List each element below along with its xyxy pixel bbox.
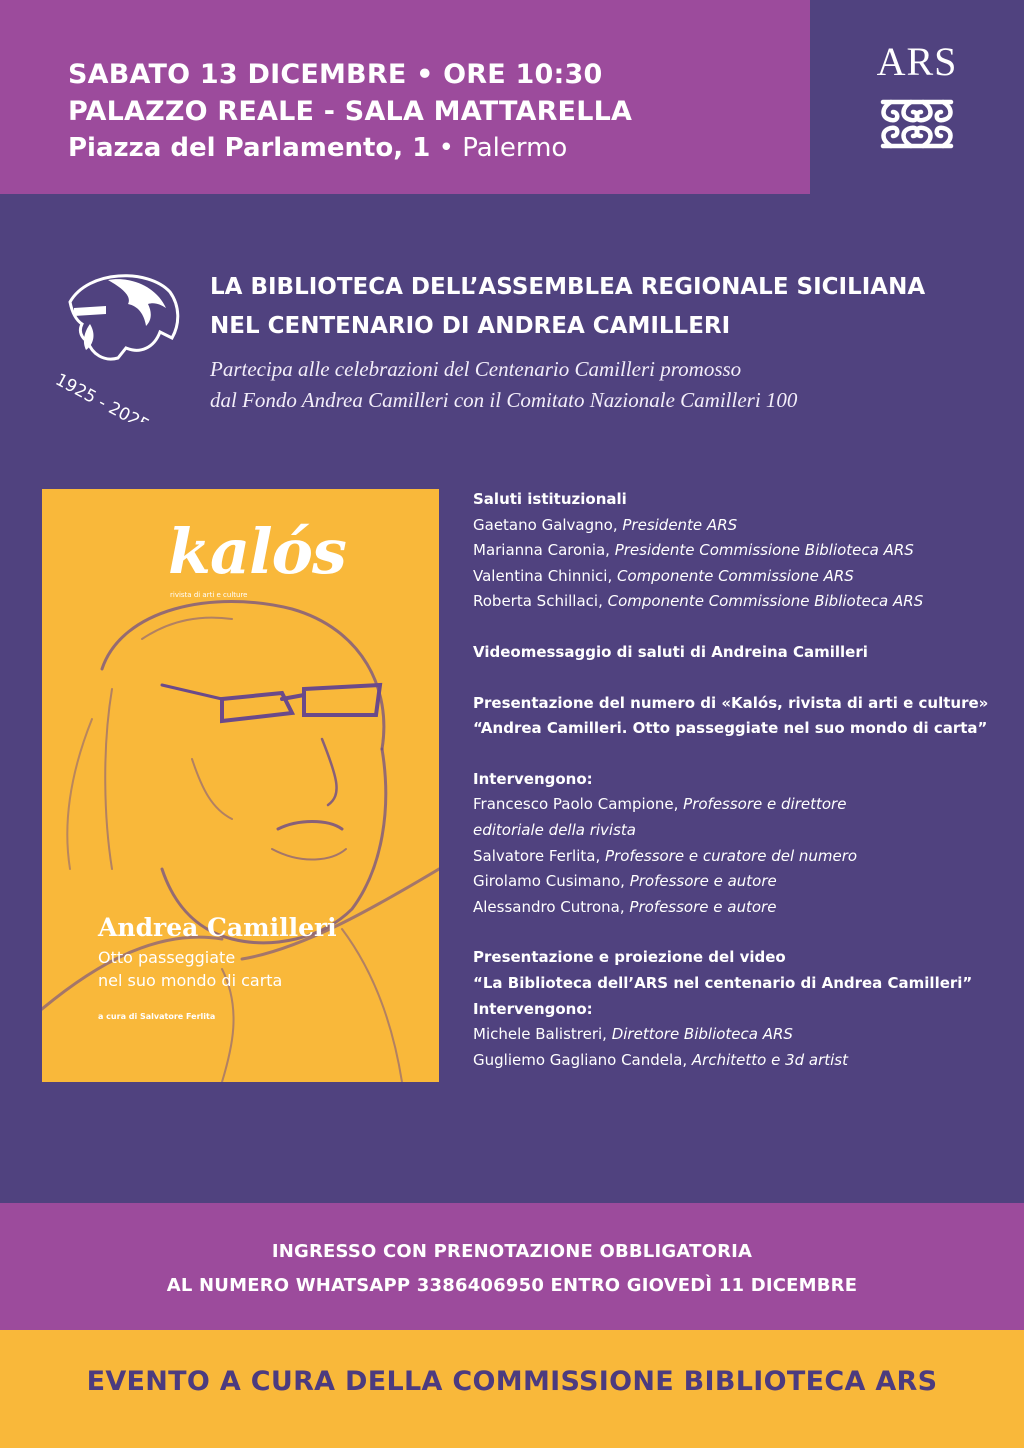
person-name: Gaetano Galvagno, — [473, 515, 623, 534]
footer-text: EVENTO A CURA DELLA COMMISSIONE BIBLIOTECA ARS — [86, 1366, 938, 1397]
camilleri-profile-emblem-icon — [48, 262, 188, 422]
video-block — [473, 945, 1013, 1073]
footer-band — [0, 1330, 1024, 1448]
person-role: Presidente Commissione Biblioteca ARS — [614, 541, 914, 560]
intro-section — [210, 268, 990, 416]
cover-subtitle — [98, 946, 282, 992]
program — [473, 487, 1013, 1098]
intro-heading-2: NEL CENTENARIO DI ANDREA CAMILLERI — [210, 313, 731, 339]
person-name: Francesco Paolo Campione, — [473, 795, 684, 814]
person-role: Presidente ARS — [622, 515, 738, 534]
program-person — [473, 869, 1013, 895]
person-role: Professore e autore — [629, 897, 777, 916]
person-role: Professore e curatore del numero — [605, 846, 858, 865]
person-role: Professore e autore — [629, 872, 777, 891]
person-role: Componente Commissione Biblioteca ARS — [607, 592, 924, 611]
booking-band — [0, 1203, 1024, 1330]
program-person — [473, 844, 1013, 870]
booking-line-2: AL NUMERO WHATSAPP 3386406950 ENTRO GIOVEDÌ 11 DICEMBRE — [166, 1275, 858, 1296]
sicilian-scroll-emblem-icon — [877, 88, 957, 160]
intro-heading-1: LA BIBLIOTECA DELL’ASSEMBLEA REGIONALE SICILIANA — [210, 274, 926, 300]
magazine-subtitle: rivista di arti e culture — [170, 591, 248, 599]
video-message-block — [473, 640, 1013, 666]
person-name: Alessandro Cutrona, — [473, 897, 630, 916]
cover-title: Andrea Camilleri — [98, 913, 337, 942]
video-line-2: “La Biblioteca dell’ARS nel centenario di Andrea Camilleri” — [473, 973, 973, 992]
centenary-years: 1925 - 2025 — [51, 369, 153, 422]
booking-line-1: INGRESSO CON PRENOTAZIONE OBBLIGATORIA — [271, 1241, 753, 1262]
person-role: Direttore Biblioteca ARS — [611, 1025, 793, 1044]
presentation-block — [473, 691, 1013, 742]
program-person — [473, 1048, 1013, 1074]
presentation-line-2: “Andrea Camilleri. Otto passeggiate nel suo mondo di carta” — [473, 719, 988, 738]
person-name: Salvatore Ferlita, — [473, 846, 605, 865]
magazine-cover — [42, 489, 439, 1082]
person-name: Gugliemo Gagliano Candela, — [473, 1050, 692, 1069]
event-date-time: SABATO 13 DICEMBRE • ORE 10:30 — [68, 59, 603, 90]
video-speakers-heading: Intervengono: — [473, 999, 593, 1018]
cover-subtitle-2: nel suo mondo di carta — [98, 971, 283, 990]
person-name: Valentina Chinnici, — [473, 566, 617, 585]
person-role: editoriale della rivista — [473, 820, 636, 839]
event-venue: PALAZZO REALE - SALA MATTARELLA — [68, 96, 633, 127]
program-person — [473, 538, 1013, 564]
magazine-title: kalós — [168, 515, 346, 588]
program-person — [473, 564, 1013, 590]
program-person — [473, 792, 1013, 818]
person-name: Michele Balistreri, — [473, 1025, 612, 1044]
event-info-band — [0, 0, 810, 194]
intro-subtitle-1: Partecipa alle celebrazioni del Centenario Camilleri promosso — [210, 357, 742, 381]
saluti-heading: Saluti istituzionali — [473, 490, 627, 508]
address-street: Piazza del Parlamento, 1 — [68, 133, 431, 163]
saluti-block — [473, 487, 1013, 615]
person-role: Componente Commissione ARS — [617, 566, 854, 585]
address-separator: • — [430, 133, 463, 163]
video-line-1: Presentazione e proiezione del video — [473, 948, 786, 967]
ars-logo-text: ARS — [876, 39, 958, 84]
centenary-emblem — [48, 262, 188, 422]
person-name: Girolamo Cusimano, — [473, 872, 630, 891]
program-person — [473, 589, 1013, 615]
speakers-block — [473, 767, 1013, 921]
program-person — [473, 895, 1013, 921]
person-role: Architetto e 3d artist — [691, 1050, 849, 1069]
address-city: Palermo — [462, 133, 568, 163]
intro-subtitle — [210, 354, 990, 416]
cover-subtitle-1: Otto passeggiate — [98, 948, 236, 967]
presentation-line-1: Presentazione del numero di «Kalós, rivista di arti e culture» — [473, 693, 989, 712]
speakers-heading: Intervengono: — [473, 769, 593, 788]
person-name: Roberta Schillaci, — [473, 592, 608, 611]
intro-subtitle-2: dal Fondo Andrea Camilleri con il Comitato Nazionale Camilleri 100 — [210, 388, 798, 412]
person-name: Marianna Caronia, — [473, 541, 615, 560]
person-role: Professore e direttore — [683, 795, 847, 814]
program-person — [473, 1022, 1013, 1048]
cover-curator: a cura di Salvatore Ferlita — [98, 1012, 216, 1021]
event-address — [68, 130, 810, 167]
program-person — [473, 818, 1013, 844]
video-message: Videomessaggio di saluti di Andreina Camilleri — [473, 642, 868, 661]
program-person — [473, 513, 1013, 539]
ars-logo — [862, 40, 972, 160]
